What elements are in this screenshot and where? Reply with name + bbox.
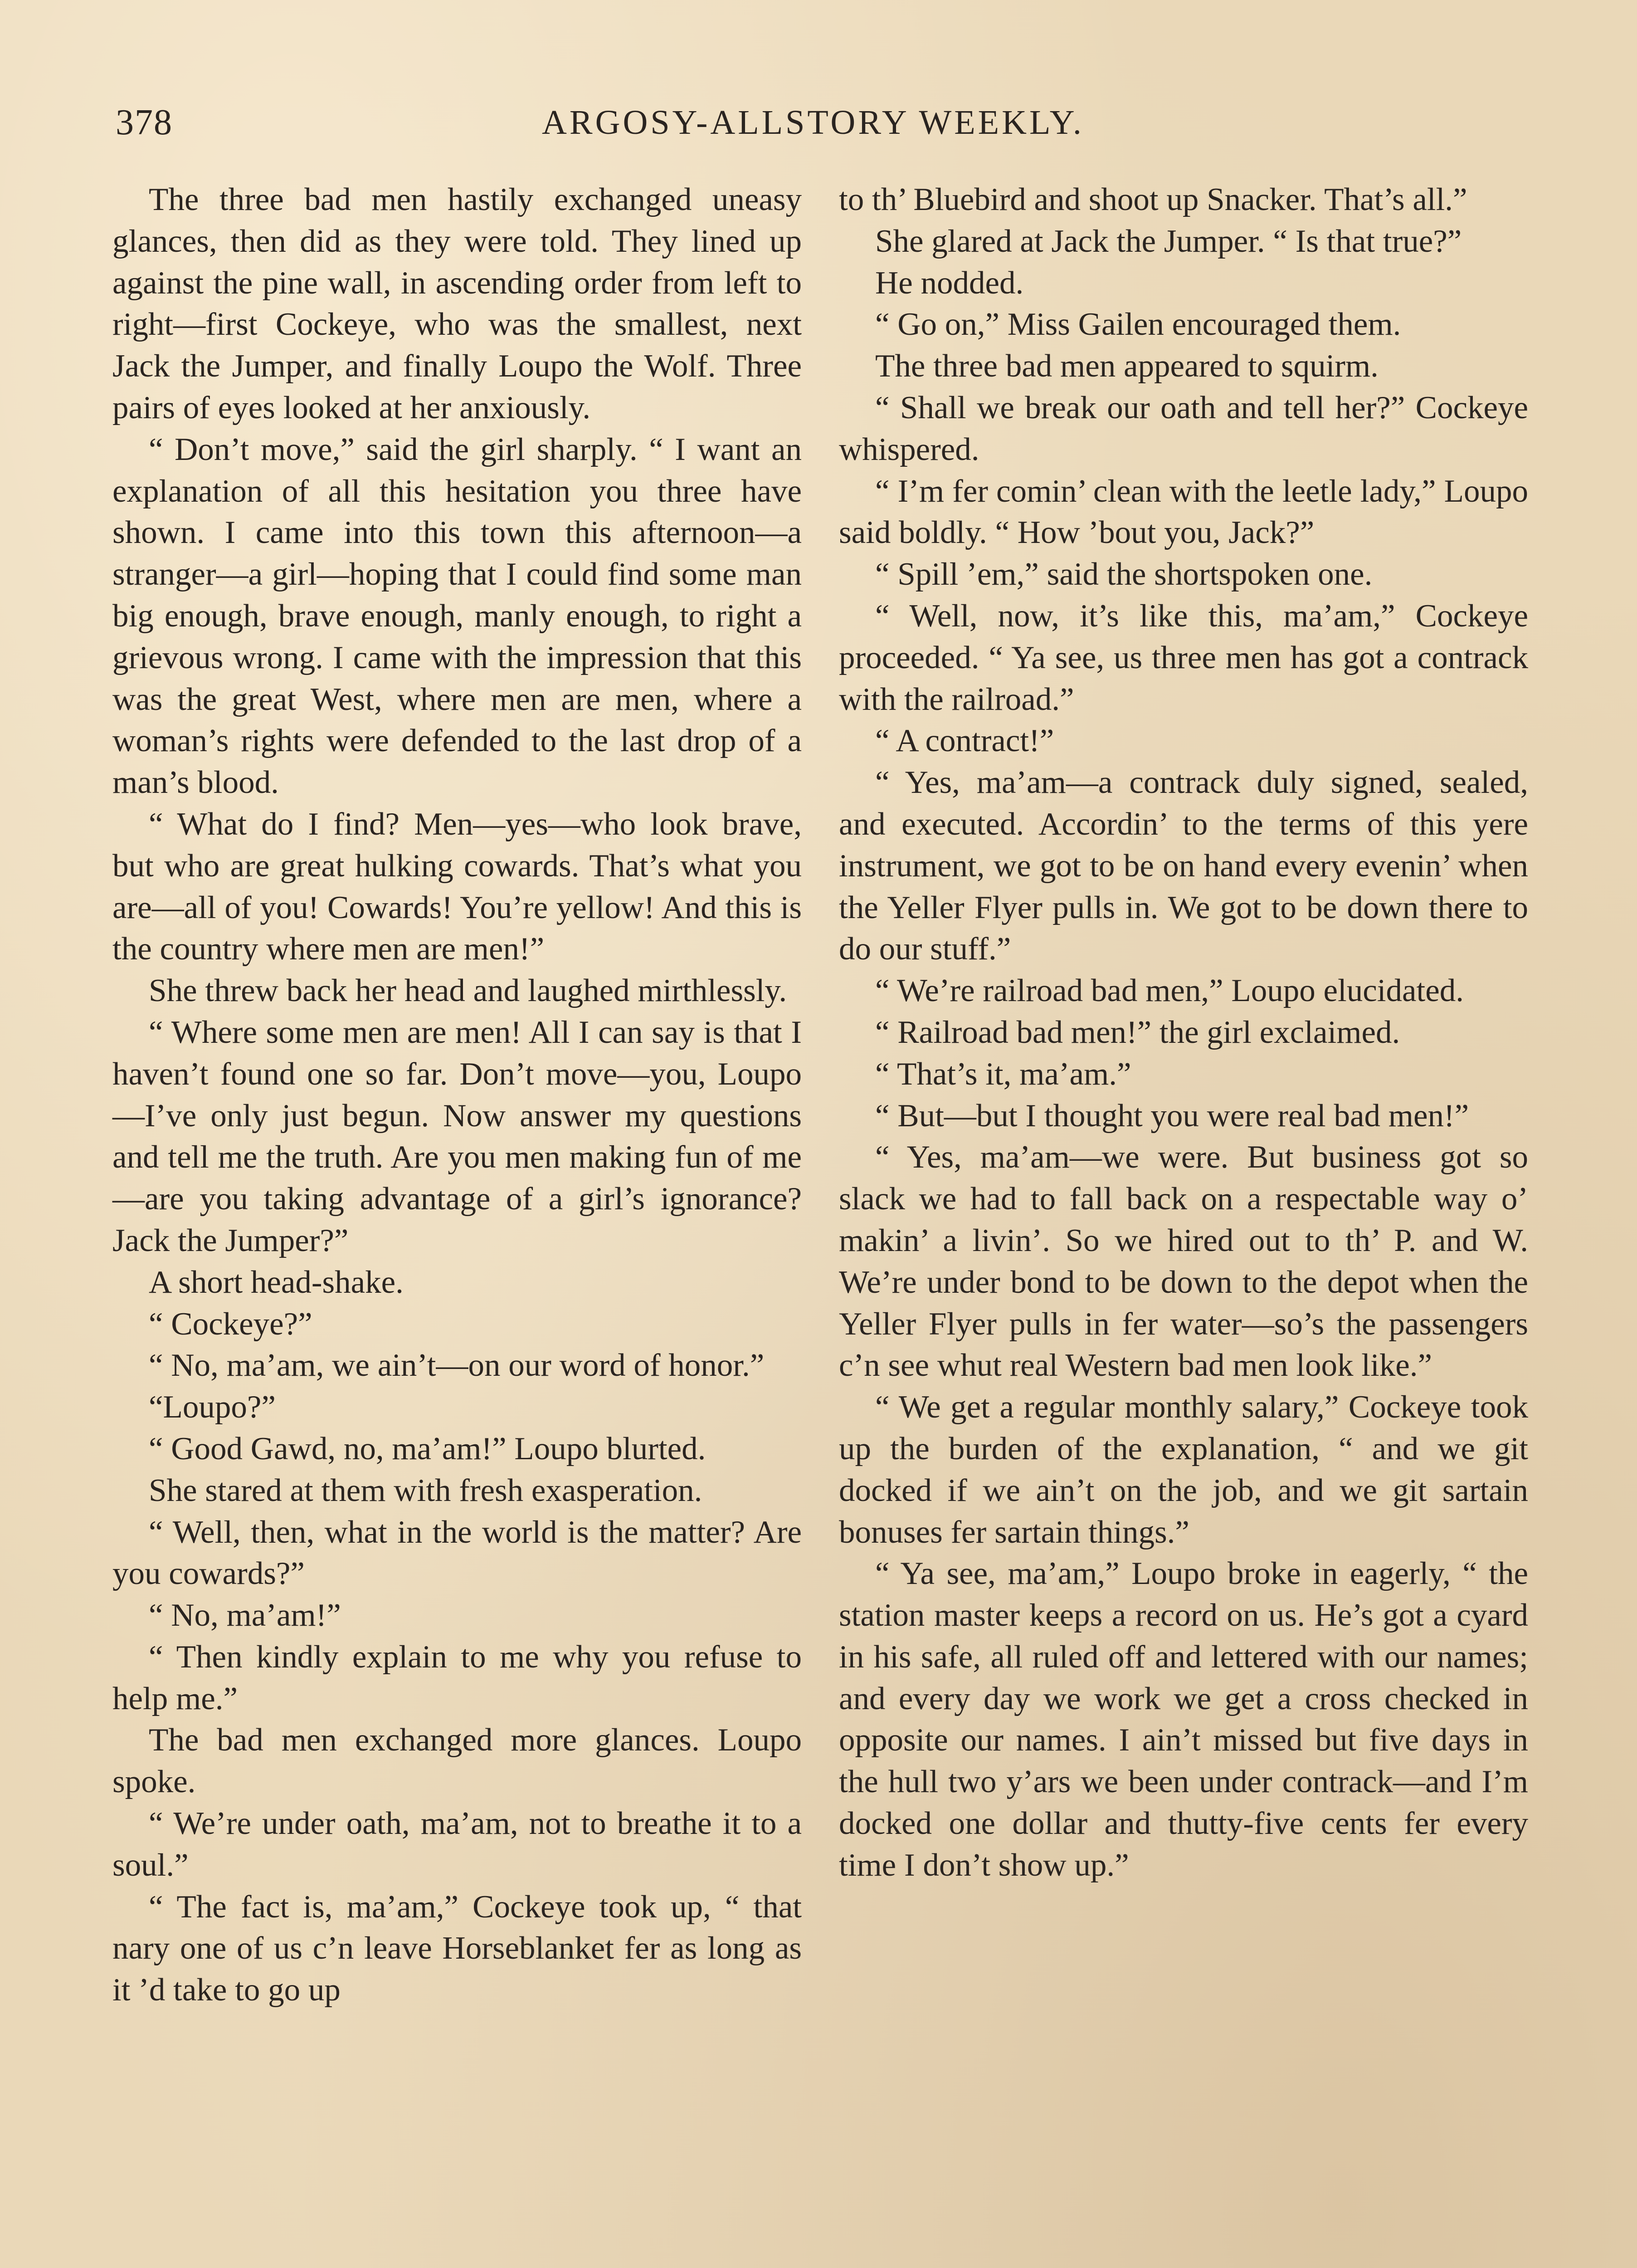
paragraph: “Loupo?” — [149, 1389, 276, 1425]
paragraph: She threw back her head and laughed mirthlessly. — [149, 973, 787, 1009]
paragraph: “ Yes, ma’am—we were. But business got so slack we had to fall back on a respectable way o’ makin’ a livin’. So we hired out to th’ P. and W. We’re under bond to be down to the depot when the Yeller Flyer pulls in fer water—so’s the passengers c’n see whut real Western bad men look like.” — [839, 1139, 1528, 1383]
paragraph: “ What do I find? Men—yes—who look brave, but who are great hulking cowards. That’s what you are—all of you! Cowards! You’re yellow! And this is the country where men are men!” — [112, 806, 802, 967]
paragraph: “ Spill ’em,” said the shortspoken one. — [875, 557, 1373, 592]
paragraph: “ No, ma’am!” — [149, 1598, 341, 1633]
paragraph: He nodded. — [875, 265, 1024, 301]
paragraph: The bad men exchanged more glances. Loupo spoke. — [112, 1722, 802, 1800]
paragraph: “ Well, then, what in the world is the matter? Are you cowards?” — [112, 1514, 802, 1592]
paragraph: “ Go on,” Miss Gailen encouraged them. — [875, 307, 1401, 342]
paragraph: The three bad men hastily exchanged uneasy glances, then did as they were told. They lined up against the pine wall, in ascending order from left to right—first Cockeye, who was the smallest, next Jack the Jumper, and finally Loupo the Wolf. Three pairs of eyes looked at her anxiously. — [112, 182, 802, 425]
running-head — [116, 98, 1521, 147]
paragraph: to th’ Bluebird and shoot up Snacker. That’s all.” — [839, 182, 1467, 217]
paragraph: She stared at them with fresh exasperation. — [149, 1472, 702, 1508]
paragraph: “ Don’t move,” said the girl sharply. “ I want an explanation of all this hesitation you three have shown. I came into this town this afternoon—a stranger—a girl—hoping that I could find some man big enough, brave enough, manly enough, to right a grievous wrong. I came with the impression that this was the great West, where men are men, where a woman’s rights were defended to the last drop of a man’s blood. — [112, 431, 802, 801]
paragraph: “ Where some men are men! All I can say is that I haven’t found one so far. Don’t move—you, Loupo—I’ve only just begun. Now answer my questions and tell me the truth. Are you men making fun of me—are you taking advantage of a girl’s ignorance? Jack the Jumper?” — [112, 1014, 802, 1258]
journal-title: ARGOSY-ALLSTORY WEEKLY. — [542, 103, 1084, 142]
paragraph: “ Shall we break our oath and tell her?” Cockeye whispered. — [839, 390, 1528, 467]
paragraph: “ Railroad bad men!” the girl exclaimed. — [875, 1014, 1400, 1050]
paragraph: The three bad men appeared to squirm. — [875, 348, 1379, 384]
paragraph: “ Good Gawd, no, ma’am!” Loupo blurted. — [149, 1431, 706, 1466]
paragraph: “ Ya see, ma’am,” Loupo broke in eagerly, “ the station master keeps a record on us. He’s got a cyard in his safe, all ruled off and lettered with our names; and every day we work we get a cross checked in opposite our names. I ain’t missed but five days in the hull two y’ars we been under contrack—and I’m docked one dollar and thutty-five cents fer every time I don’t show up.” — [839, 1556, 1528, 1883]
right-text-column — [839, 179, 1528, 1887]
paragraph: “ Cockeye?” — [149, 1306, 312, 1342]
paragraph: “ No, ma’am, we ain’t—on our word of honor.” — [149, 1348, 765, 1383]
paragraph: “ We’re railroad bad men,” Loupo elucidated. — [875, 973, 1464, 1009]
paragraph: “ A contract!” — [875, 723, 1054, 759]
paragraph: A short head-shake. — [149, 1264, 404, 1300]
paragraph: “ Well, now, it’s like this, ma’am,” Cockeye proceeded. “ Ya see, us three men has got a contrack with the railroad.” — [839, 598, 1528, 717]
paragraph: “ But—but I thought you were real bad men!” — [875, 1098, 1469, 1134]
paragraph: She glared at Jack the Jumper. “ Is that true?” — [875, 223, 1462, 259]
paragraph: “ We’re under oath, ma’am, not to breathe it to a soul.” — [112, 1806, 802, 1883]
paragraph: “ The fact is, ma’am,” Cockeye took up, “ that nary one of us c’n leave Horseblanket fer as long as it ’d take to go up — [112, 1889, 802, 2008]
paragraph: “ Then kindly explain to me why you refuse to help me.” — [112, 1639, 802, 1716]
paragraph: “ I’m fer comin’ clean with the leetle lady,” Loupo said boldly. “ How ’bout you, Jack?” — [839, 473, 1528, 551]
paragraph: “ We get a regular monthly salary,” Cockeye took up the burden of the explanation, “ and we git docked if we ain’t on the job, and we git sartain bonuses fer sartain things.” — [839, 1389, 1528, 1550]
paragraph: “ Yes, ma’am—a contrack duly signed, sealed, and executed. Accordin’ to the terms of this yere instrument, we got to be on hand every evenin’ when the Yeller Flyer pulls in. We got to be down there to do our stuff.” — [839, 765, 1528, 967]
page-number: 378 — [116, 103, 173, 142]
left-text-column — [112, 179, 802, 2011]
paragraph: “ That’s it, ma’am.” — [875, 1056, 1131, 1092]
